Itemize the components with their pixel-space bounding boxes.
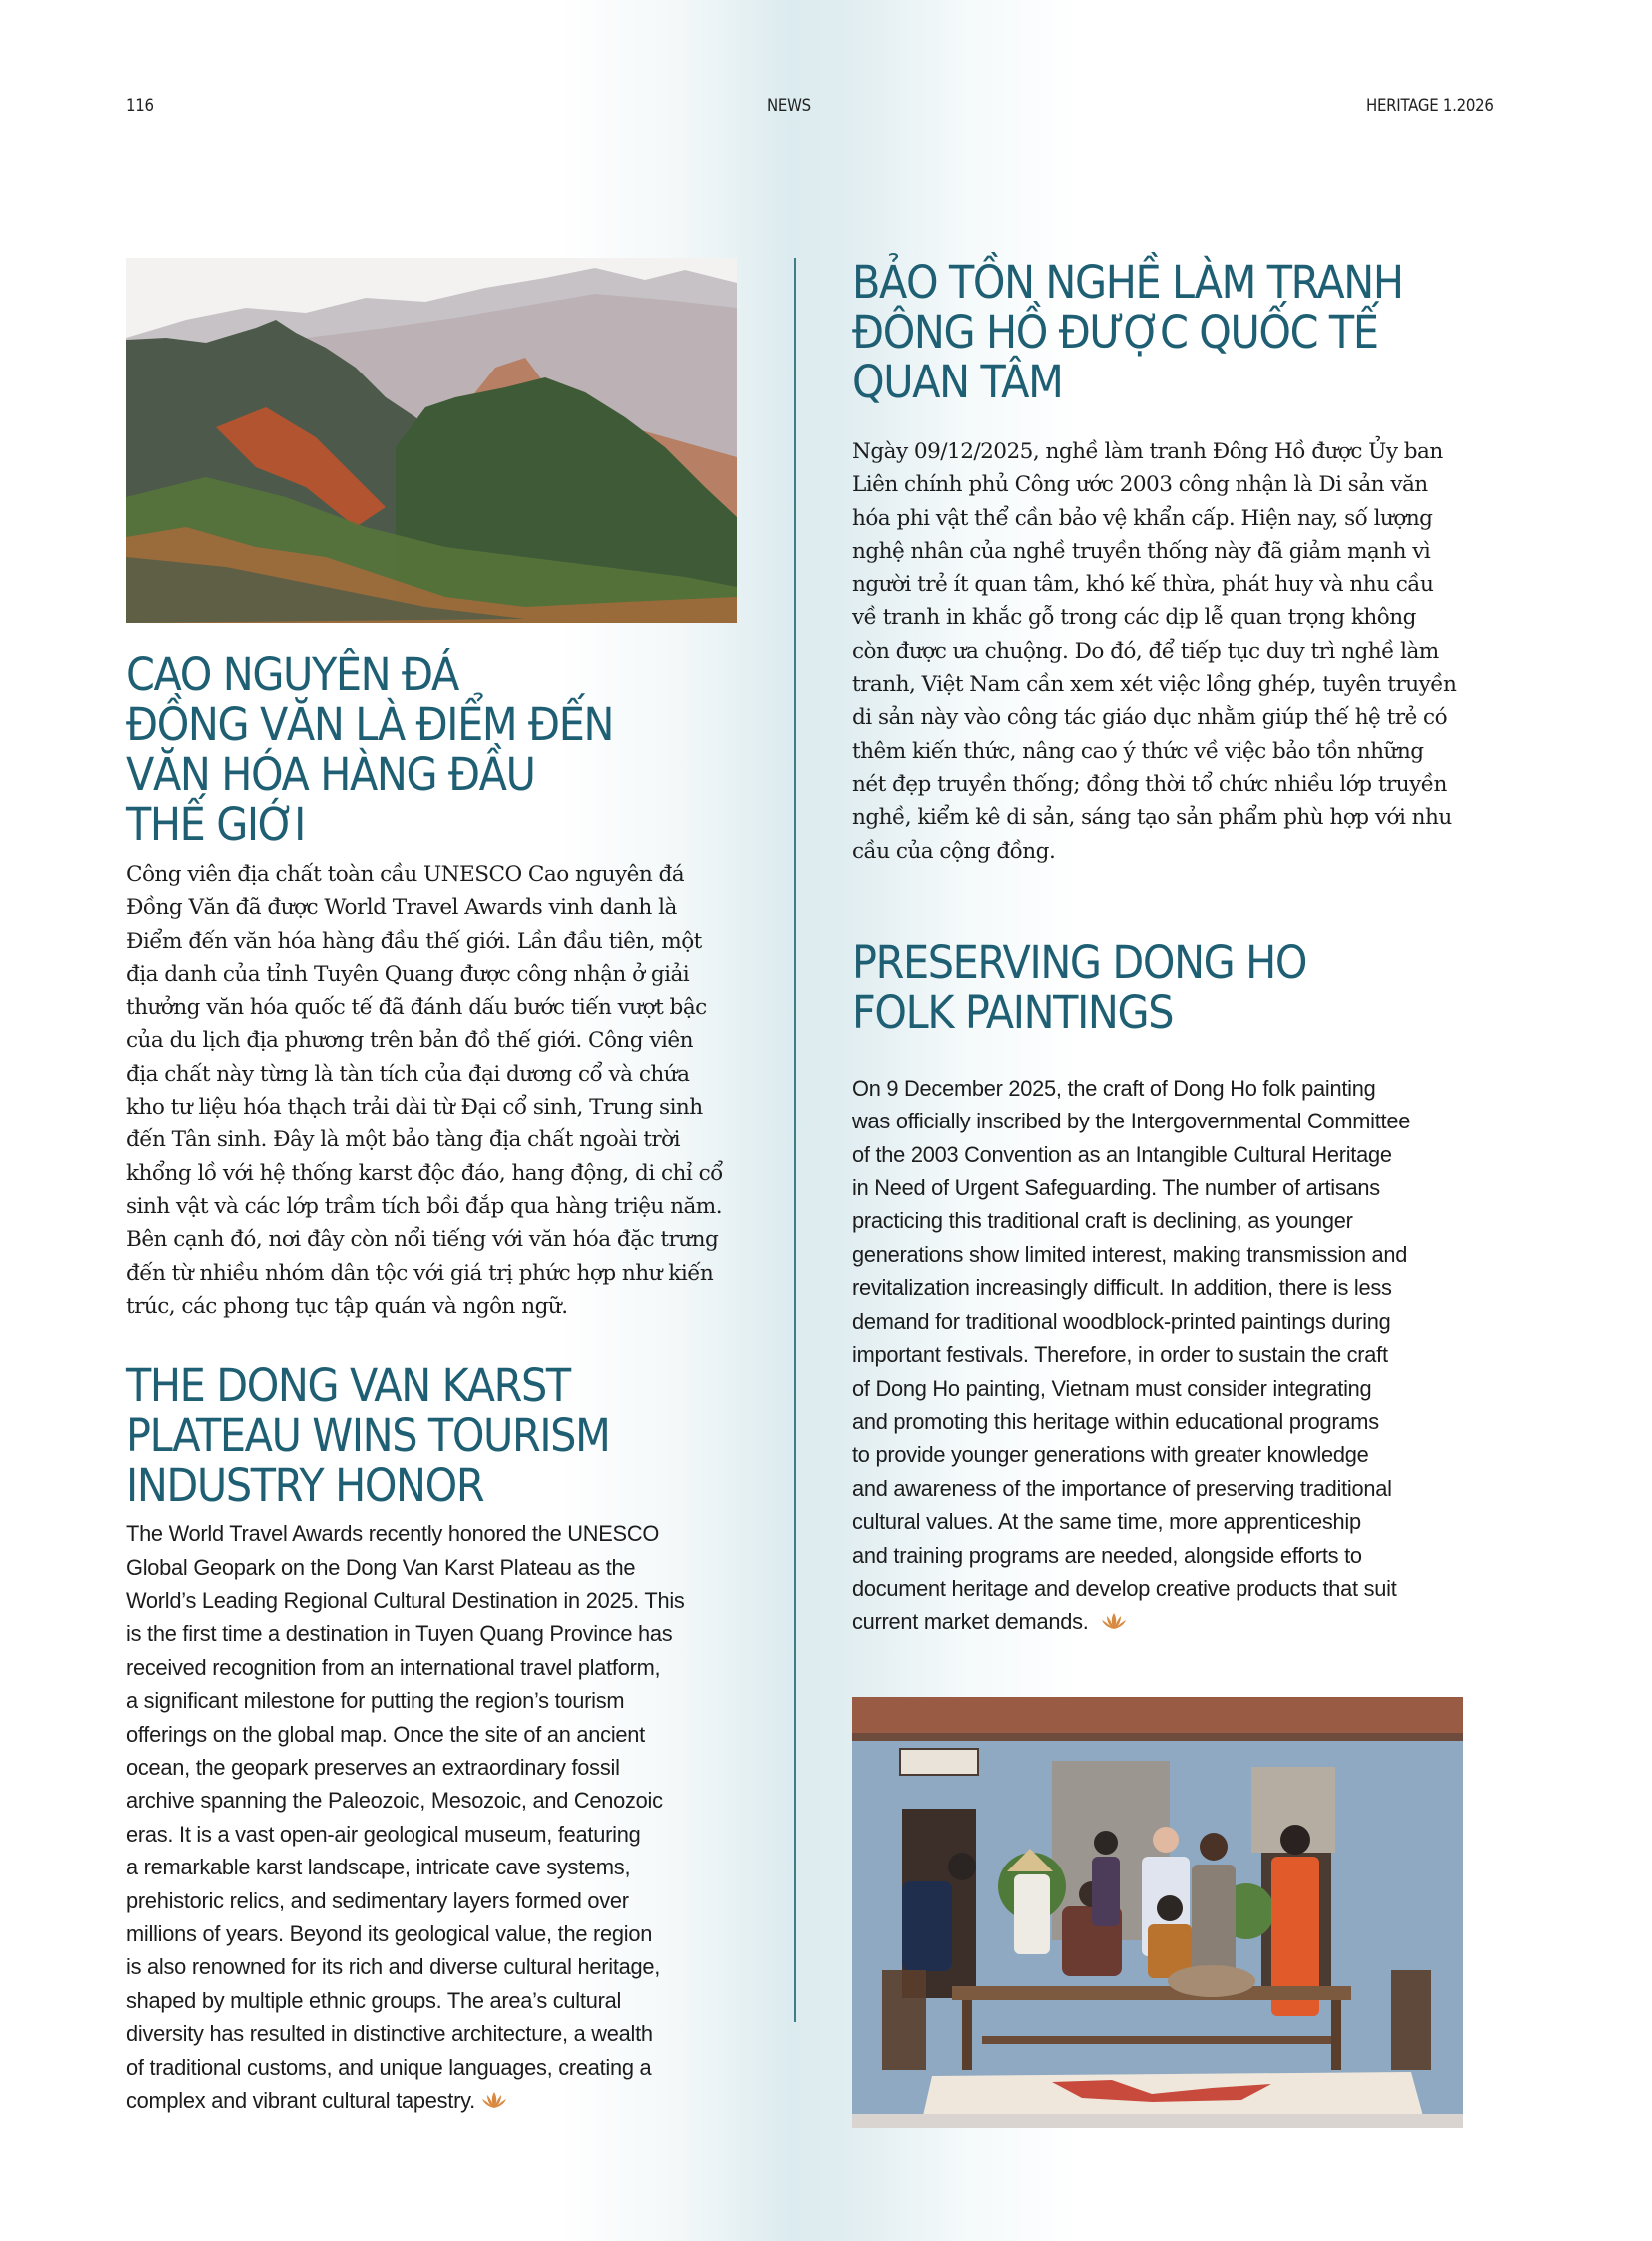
body-line: đến Tân sinh. Đây là một bảo tàng địa chất ngoài trời: [126, 1127, 680, 1153]
vi-body-dong-ho: [852, 435, 1463, 868]
body-line: tranh, Việt Nam cần xem xét việc lồng ghép, tuyên truyền: [852, 672, 1457, 698]
body-line: practicing this traditional craft is declining, as younger: [852, 1208, 1353, 1234]
body-line: diversity has resulted in distinctive architecture, a wealth: [126, 2021, 653, 2047]
karst-plateau-photo: [126, 258, 737, 623]
body-line: cultural values. At the same time, more apprenticeship: [852, 1509, 1361, 1535]
body-line: and awareness of the importance of preserving traditional: [852, 1475, 1392, 1501]
body-line: Đồng Văn đã được World Travel Awards vinh danh là: [126, 895, 677, 921]
body-line: World’s Leading Regional Cultural Destination in 2025. This: [126, 1587, 685, 1613]
body-line: prehistoric relics, and sedimentary layers formed over: [126, 1887, 629, 1913]
body-line: of the 2003 Convention as an Intangible Cultural Heritage: [852, 1141, 1392, 1167]
headline-line: ĐÔNG HỒ ĐƯỢC QUỐC TẾ: [852, 306, 1378, 359]
column-divider: [794, 258, 796, 2022]
body-line: document heritage and develop creative products that suit: [852, 1575, 1397, 1601]
body-line: eras. It is a vast open-air geological museum, featuring: [126, 1821, 641, 1847]
body-line: Global Geopark on the Dong Van Karst Plateau as the: [126, 1554, 636, 1580]
body-line: offerings on the global map. Once the site of an ancient: [126, 1721, 645, 1747]
body-line: về tranh in khắc gỗ trong các dịp lễ quan trọng không: [852, 605, 1416, 631]
headline-line: PLATEAU WINS TOURISM: [126, 1409, 610, 1463]
en-body-dong-ho: [852, 1072, 1463, 1639]
body-line: Bên cạnh đó, nơi đây còn nổi tiếng với văn hóa đặc trưng: [126, 1227, 719, 1253]
body-line: Điểm đến văn hóa hàng đầu thế giới. Lần đầu tiên, một: [126, 928, 702, 954]
left-column: [126, 258, 737, 2117]
body-line: to provide younger generations with greater knowledge: [852, 1442, 1369, 1468]
body-line: and training programs are needed, alongside efforts to: [852, 1542, 1362, 1568]
body-line: kho tư liệu hóa thạch trải dài từ Đại cổ sinh, Trung sinh: [126, 1095, 703, 1120]
vi-headline-dong-van: [126, 650, 769, 850]
body-line: đến từ nhiều nhóm dân tộc với giá trị phức hợp như kiến: [126, 1260, 714, 1286]
body-line: important festivals. Therefore, in order to sustain the craft: [852, 1342, 1388, 1368]
body-line: revitalization increasingly difficult. In addition, there is less: [852, 1275, 1392, 1301]
body-line: địa chất này từng là tàn tích của đại dương cổ và chứa: [126, 1061, 690, 1087]
body-line: of traditional customs, and unique languages, creating a: [126, 2054, 652, 2080]
body-line: người trẻ ít quan tâm, khó kế thừa, phát huy và nhu cầu: [852, 572, 1434, 598]
body-line: received recognition from an international travel platform,: [126, 1654, 661, 1680]
mountain-landscape-illustration: [126, 258, 737, 623]
body-line: di sản này vào công tác giáo dục nhằm giúp thế hệ trẻ có: [852, 705, 1448, 731]
body-line: millions of years. Beyond its geological value, the region: [126, 1921, 653, 1947]
dong-ho-painting-photo: [852, 1697, 1463, 2128]
body-line: a remarkable karst landscape, intricate cave systems,: [126, 1855, 631, 1880]
body-line: Liên chính phủ Công ước 2003 công nhận là Di sản văn: [852, 472, 1428, 498]
headline-line: THE DONG VAN KARST: [126, 1359, 570, 1413]
body-line: hóa phi vật thể cần bảo vệ khẩn cấp. Hiện nay, số lượng: [852, 505, 1433, 531]
body-line: The World Travel Awards recently honored the UNESCO: [126, 1521, 660, 1547]
body-line: cầu của cộng đồng.: [852, 838, 1056, 864]
vi-body-dong-van: [126, 858, 737, 1323]
artisans-scene-illustration: [852, 1697, 1463, 2128]
headline-line: PRESERVING DONG HO: [852, 935, 1307, 989]
body-line: địa danh của tỉnh Tuyên Quang được công nhận ở giải: [126, 961, 690, 987]
body-line: On 9 December 2025, the craft of Dong Ho folk painting: [852, 1075, 1376, 1101]
page-number: 116: [126, 96, 154, 116]
headline-line: FOLK PAINTINGS: [852, 985, 1174, 1039]
headline-line: THẾ GIỚI: [126, 798, 306, 851]
en-headline-dong-van: [126, 1361, 769, 1511]
en-headline-dong-ho: [852, 935, 1495, 1039]
body-line-text: current market demands.: [852, 1609, 1089, 1635]
body-line: nghệ nhân của nghề truyền thống này đã giảm mạnh vì: [852, 538, 1431, 564]
lotus-icon: [1101, 1612, 1127, 1630]
body-line: của du lịch địa phương trên bản đồ thế giới. Công viên: [126, 1028, 693, 1054]
body-line: archive spanning the Paleozoic, Mesozoic, and Cenozoic: [126, 1788, 663, 1814]
headline-line: BẢO TỒN NGHỀ LÀM TRANH: [852, 256, 1403, 309]
body-line: shaped by multiple ethnic groups. The area’s cultural: [126, 1987, 622, 2013]
headline-line: QUAN TÂM: [852, 356, 1063, 408]
en-body-dong-van: [126, 1517, 737, 2117]
issue-label: HERITAGE 1.2026: [1366, 96, 1494, 116]
body-line: Công viên địa chất toàn cầu UNESCO Cao nguyên đá: [126, 862, 685, 887]
body-line-last: [852, 1605, 1463, 1638]
headline-line: INDUSTRY HONOR: [126, 1459, 484, 1513]
headline-line: CAO NGUYÊN ĐÁ: [126, 648, 458, 701]
body-line: nghề, kiểm kê di sản, sáng tạo sản phẩm phù hợp với nhu: [852, 805, 1452, 831]
headline-line: VĂN HÓA HÀNG ĐẦU: [126, 748, 535, 801]
body-line: of Dong Ho painting, Vietnam must consider integrating: [852, 1375, 1372, 1401]
headline-line: ĐỒNG VĂN LÀ ĐIỂM ĐẾN: [126, 698, 614, 751]
body-line: is the first time a destination in Tuyen Quang Province has: [126, 1621, 673, 1647]
body-line: ocean, the geopark preserves an extraordinary fossil: [126, 1755, 620, 1780]
body-line: in Need of Urgent Safeguarding. The number of artisans: [852, 1175, 1380, 1201]
body-line: is also renowned for its rich and diverse cultural heritage,: [126, 1954, 661, 1980]
right-column: [852, 258, 1463, 2128]
body-line: nét đẹp truyền thống; đồng thời tổ chức nhiều lớp truyền: [852, 771, 1447, 797]
body-line: was officially inscribed by the Intergovernmental Committee: [852, 1109, 1411, 1134]
body-line: demand for traditional woodblock-printed paintings during: [852, 1308, 1391, 1334]
body-line: còn được ưa chuộng. Do đó, để tiếp tục duy trì nghề làm: [852, 638, 1439, 664]
body-line-last: [126, 2084, 737, 2117]
body-line: a significant milestone for putting the region’s tourism: [126, 1688, 625, 1714]
body-line: thêm kiến thức, nâng cao ý thức về việc bảo tồn những: [852, 738, 1424, 764]
section-label: NEWS: [767, 96, 811, 116]
body-line: Ngày 09/12/2025, nghề làm tranh Đông Hồ được Ủy ban: [852, 439, 1443, 464]
vi-headline-dong-ho: [852, 258, 1495, 407]
body-line-text: complex and vibrant cultural tapestry.: [126, 2088, 475, 2114]
body-line: khổng lồ với hệ thống karst độc đáo, hang động, di chỉ cổ: [126, 1160, 723, 1186]
body-line: sinh vật và các lớp trầm tích bồi đắp qua hàng triệu năm.: [126, 1193, 723, 1219]
body-line: and promoting this heritage within educational programs: [852, 1408, 1379, 1434]
body-line: generations show limited interest, making transmission and: [852, 1241, 1408, 1267]
body-line: trúc, các phong tục tập quán và ngôn ngữ.: [126, 1293, 568, 1319]
lotus-icon: [481, 2091, 507, 2109]
body-line: thưởng văn hóa quốc tế đã đánh dấu bước tiến vượt bậc: [126, 995, 707, 1021]
